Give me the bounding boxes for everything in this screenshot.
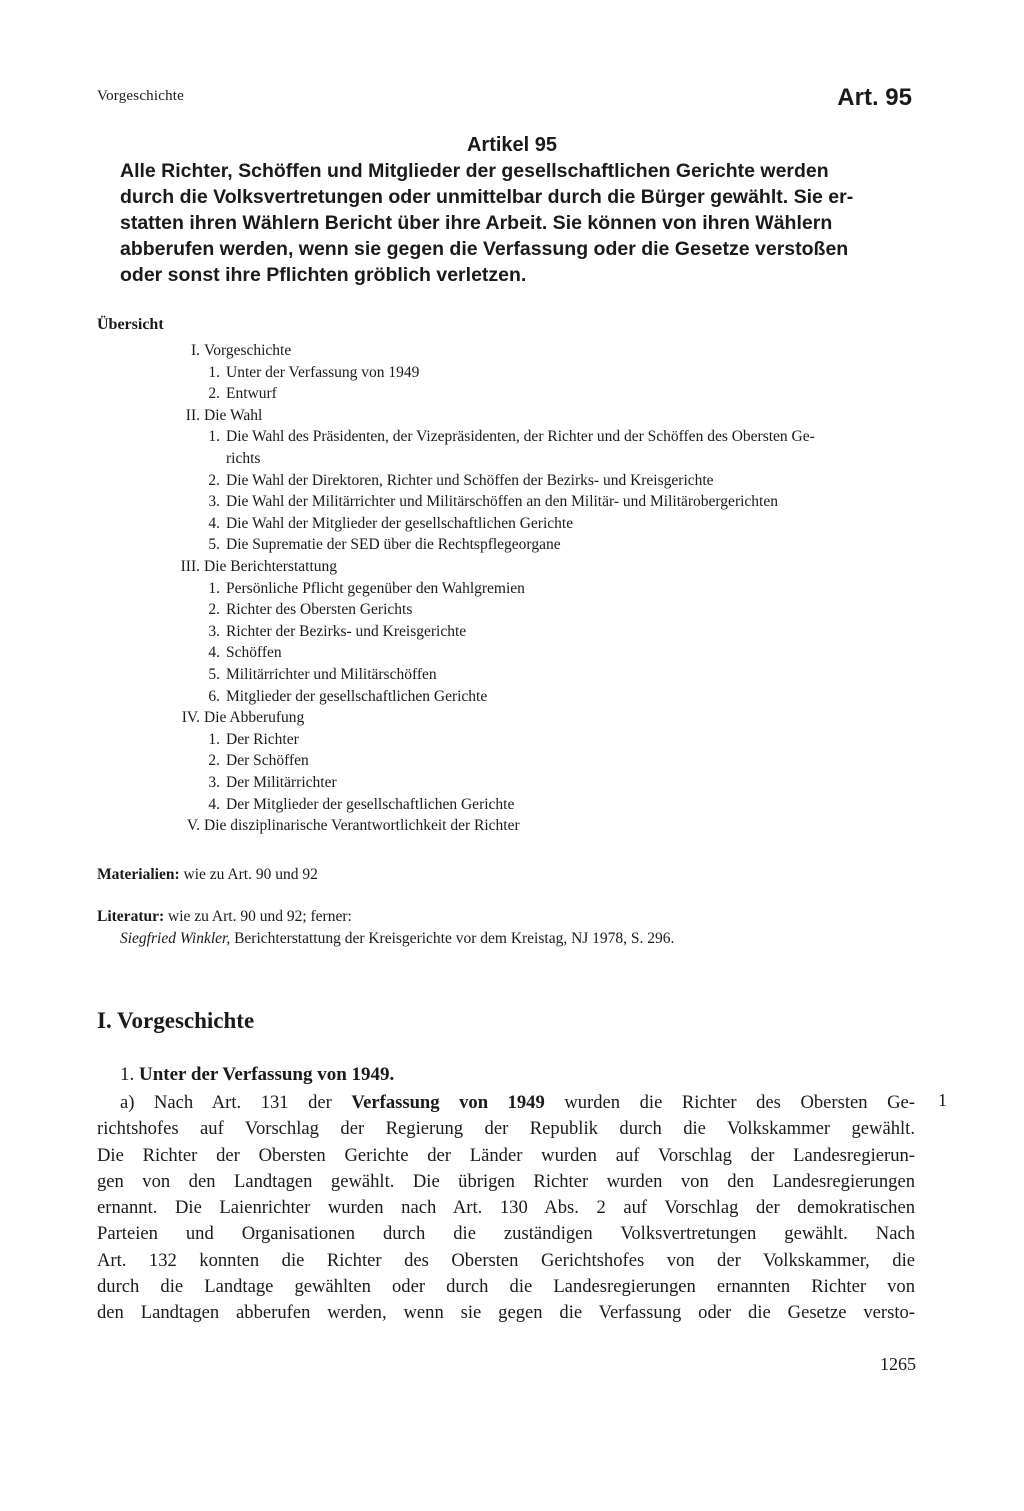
toc-item-number: 1. <box>208 363 220 381</box>
toc-section-title: Die Berichterstattung <box>204 558 337 575</box>
paragraph-text: wurden die Richter des Obersten Ge- <box>544 1092 915 1113</box>
toc-item-number: 3. <box>208 622 220 640</box>
article-text <box>120 158 918 288</box>
paragraph-line: richtshofes auf Vorschlag der Regierung der Republik durch die Volkskammer gewählt. <box>97 1118 915 1140</box>
toc-item-continuation: richts <box>226 450 261 467</box>
literature <box>97 908 352 926</box>
materials-label: Materialien: <box>97 866 180 883</box>
toc-item: Persönliche Pflicht gegenüber den Wahlgremien <box>226 579 525 597</box>
toc-item: Schöffen <box>226 644 282 662</box>
article-text-line: abberufen werden, wenn sie gegen die Verfassung oder die Gesetze verstoßen <box>120 238 849 260</box>
toc-item: Die Wahl der Direktoren, Richter und Schöffen der Bezirks- und Kreisgerichte <box>226 471 714 489</box>
toc-item-number: 2. <box>208 385 220 403</box>
paragraph-line <box>97 1090 915 1116</box>
toc-item-number: 4. <box>208 795 220 813</box>
toc-item-number: 4. <box>208 514 220 532</box>
page-number: 1265 <box>880 1354 916 1374</box>
running-title: Vorgeschichte <box>97 88 185 104</box>
toc-item: Die Wahl des Präsidenten, der Vizepräsidenten, der Richter und der Schöffen des Obersten Ge- <box>226 428 815 446</box>
materials-text: wie zu Art. 90 und 92 <box>179 866 318 883</box>
toc-item: Richter der Bezirks- und Kreisgerichte <box>226 622 467 640</box>
toc-item-number: 1. <box>208 428 220 446</box>
overview-heading: Übersicht <box>97 316 164 333</box>
literature-text: wie zu Art. 90 und 92; ferner: <box>164 908 352 925</box>
subsection-number: 1. <box>120 1064 135 1085</box>
toc-item-number: 1. <box>208 730 220 748</box>
paragraph-line: gen von den Landtagen gewählt. Die übrigen Richter wurden von den Landesregierungen <box>97 1170 915 1192</box>
literature-author: Siegfried Winkler, <box>120 930 231 947</box>
paragraph-line: Art. 132 konnten die Richter des Obersten Gerichtshofes von der Volkskammer, die <box>97 1249 915 1271</box>
body-paragraph <box>97 1090 915 1327</box>
section-heading: I. Vorgeschichte <box>97 1008 255 1033</box>
paragraph-line: Parteien und Organisationen durch die zuständigen Volksvertretungen gewählt. Nach <box>97 1223 915 1245</box>
toc-item-number: 5. <box>208 666 220 683</box>
toc-section-number: IV. <box>181 709 200 727</box>
toc-item: Richter des Obersten Gerichts <box>226 601 413 619</box>
toc-section-title: Die disziplinarische Verantwortlichkeit der Richter <box>204 817 520 835</box>
paragraph-line: durch die Landtage gewählten oder durch die Landesregierungen ernannten Richter von <box>97 1276 915 1298</box>
toc-item-number: 6. <box>208 687 220 705</box>
toc-item-number: 2. <box>208 471 220 489</box>
toc-item: Unter der Verfassung von 1949 <box>226 363 420 381</box>
paragraph-line: Die Richter der Obersten Gerichte der Länder wurden auf Vorschlag der Landesregierun- <box>97 1144 915 1166</box>
materials <box>97 866 318 884</box>
article-reference: Art. 95 <box>837 84 912 111</box>
toc-item: Der Schöffen <box>226 752 309 770</box>
article-text-line: statten ihren Wählern Bericht über ihre Arbeit. Sie können von ihren Wählern <box>120 212 833 234</box>
toc-item-number: 1. <box>208 579 220 597</box>
toc-item-number: 3. <box>208 774 220 791</box>
toc-item-number: 5. <box>208 536 220 554</box>
toc-item-number: 4. <box>208 644 220 662</box>
toc-item: Die Wahl der Militärrichter und Militärschöffen an den Militär- und Militärobergerichten <box>226 493 778 511</box>
toc-item: Entwurf <box>226 385 277 403</box>
toc-item: Der Richter <box>226 730 299 748</box>
toc-item: Der Mitglieder der gesellschaftlichen Gerichte <box>226 795 515 813</box>
toc-item: Mitglieder der gesellschaftlichen Gerichte <box>226 687 488 705</box>
article-title: Artikel 95 <box>466 134 558 156</box>
toc-section-number: II. <box>185 406 200 424</box>
article-text-line: Alle Richter, Schöffen und Mitglieder der gesellschaftlichen Gerichte werden <box>120 160 829 182</box>
paragraph-emphasis: Verfassung von 1949 <box>351 1092 545 1113</box>
subsection-title: Unter der Verfassung von 1949. <box>139 1064 395 1085</box>
article-text-line: durch die Volksvertretungen oder unmittelbar durch die Bürger gewählt. Sie er- <box>120 186 854 208</box>
literature-title: Berichterstattung der Kreisgerichte vor dem Kreistag, NJ 1978, S. 296. <box>230 930 675 947</box>
literature-reference <box>120 930 674 948</box>
toc-section-title: Die Abberufung <box>204 709 305 727</box>
toc-item: Der Militärrichter <box>226 774 337 791</box>
margin-number: 1 <box>938 1090 947 1110</box>
literature-label: Literatur: <box>97 908 165 925</box>
toc-item: Die Suprematie der SED über die Rechtspflegeorgane <box>226 536 561 554</box>
toc-section-number: III. <box>180 558 200 575</box>
toc-section-number: I. <box>190 342 200 359</box>
paragraph-line: den Landtagen abberufen werden, wenn sie gegen die Verfassung oder die Gesetze versto- <box>97 1302 915 1324</box>
toc-section-number: V. <box>186 817 200 835</box>
toc-section-title: Vorgeschichte <box>204 342 292 359</box>
subsection-heading <box>120 1064 394 1086</box>
toc-item-number: 2. <box>208 752 220 770</box>
paragraph-line: ernannt. Die Laienrichter wurden nach Art. 130 Abs. 2 auf Vorschlag der demokratischen <box>97 1197 915 1219</box>
paragraph-text: a) Nach Art. 131 der <box>120 1092 352 1113</box>
toc-item-number: 2. <box>208 601 220 619</box>
toc-item: Die Wahl der Mitglieder der gesellschaftlichen Gerichte <box>226 514 574 532</box>
toc-item-number: 3. <box>208 493 220 511</box>
toc-item: Militärrichter und Militärschöffen <box>226 666 437 683</box>
toc-section-title: Die Wahl <box>204 406 263 424</box>
article-text-line: oder sonst ihre Pflichten gröblich verletzen. <box>120 264 527 286</box>
